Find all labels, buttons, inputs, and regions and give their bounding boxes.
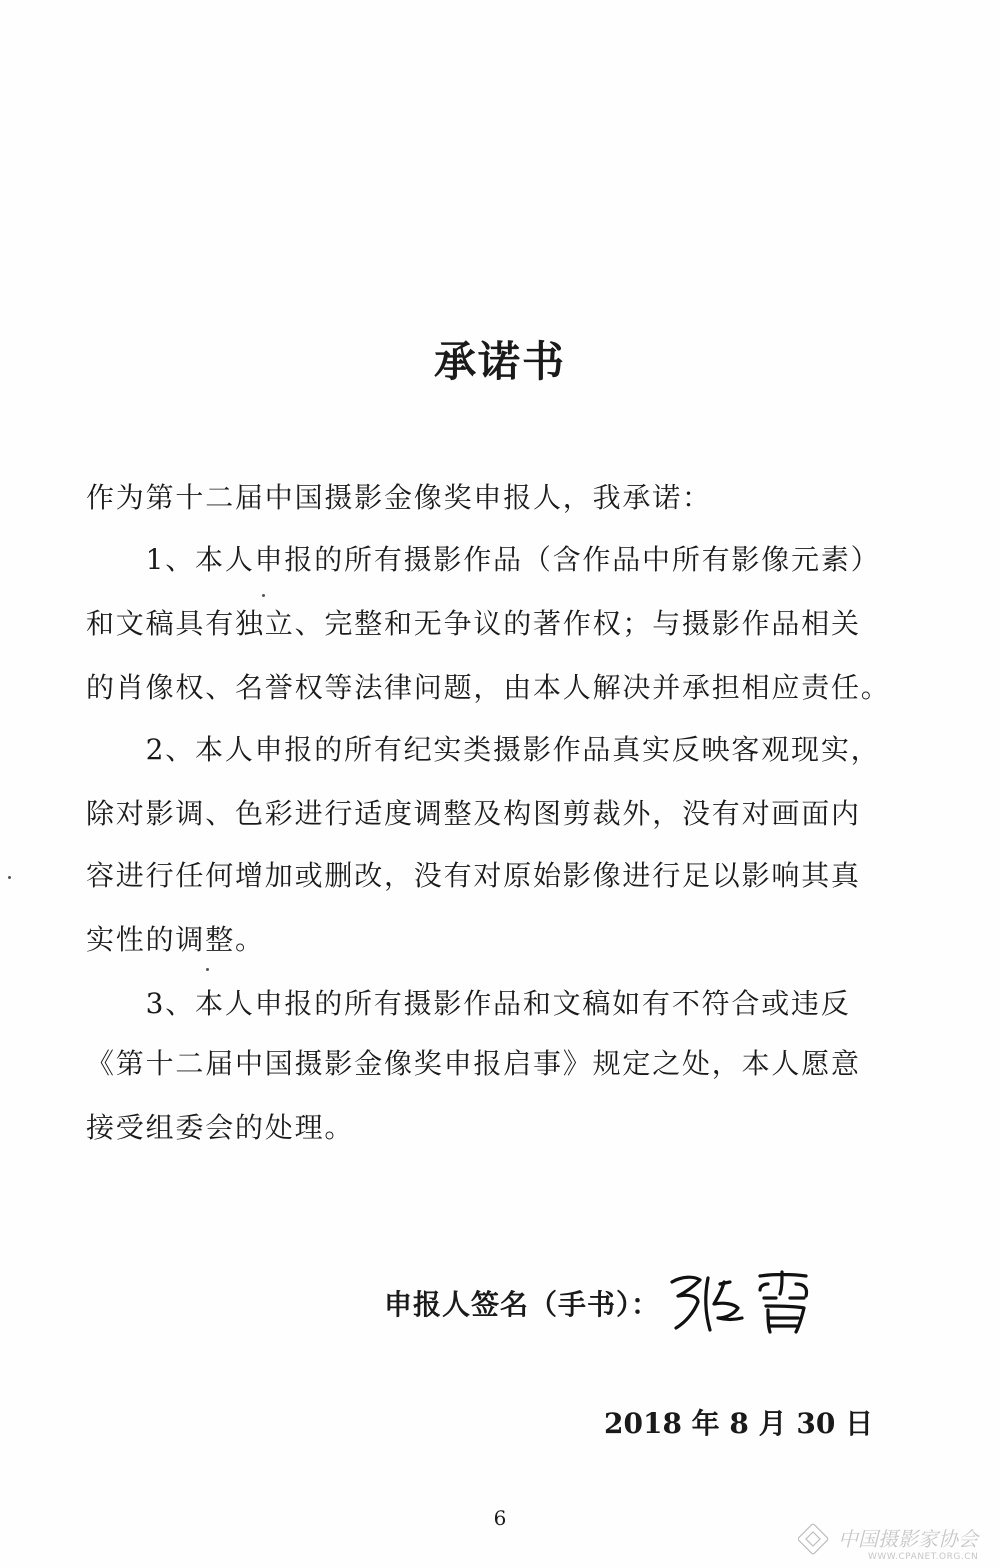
signature-row	[384, 1268, 824, 1338]
watermark-logo	[798, 1522, 998, 1562]
intro-line: 作为第十二届中国摄影金像奖申报人，我承诺：	[86, 481, 712, 514]
watermark-text: 中国摄影家协会	[838, 1527, 978, 1551]
clause-1-line-3: 的肖像权、名誉权等法律问题，由本人解决并承担相应责任。	[86, 671, 891, 704]
clause-1-line-2: 和文稿具有独立、完整和无争议的著作权；与摄影作品相关	[86, 607, 861, 640]
signature-label: 申报人签名（手书）：	[384, 1288, 661, 1321]
clause-1-line-1: 1、本人申报的所有摄影作品（含作品中所有影像元素）	[86, 543, 881, 576]
clause-2-line-1: 2、本人申报的所有纪实类摄影作品真实反映客观现实，	[86, 733, 881, 766]
clause-3-line-1: 3、本人申报的所有摄影作品和文稿如有不符合或违反	[86, 987, 851, 1020]
handwritten-signature	[664, 1268, 824, 1338]
watermark	[798, 1522, 998, 1562]
page-number: 6	[493, 1506, 507, 1530]
clause-2-line-4: 实性的调整。	[86, 923, 265, 956]
watermark-url: WWW.CPANET.ORG.CN	[868, 1552, 979, 1562]
scan-speck	[8, 876, 11, 879]
scan-speck	[206, 968, 209, 971]
clause-2-line-2: 除对影调、色彩进行适度调整及构图剪裁外，没有对画面内	[86, 797, 861, 830]
signature-date: 2018 年 8 月 30 日	[604, 1407, 874, 1440]
clause-3-line-3: 接受组委会的处理。	[86, 1111, 355, 1144]
document-title: 承诺书	[433, 337, 566, 386]
scan-speck	[262, 594, 265, 597]
clause-2-line-3: 容进行任何增加或删改，没有对原始影像进行足以影响其真	[86, 859, 861, 892]
clause-3-line-2: 《第十二届中国摄影金像奖申报启事》规定之处，本人愿意	[86, 1047, 861, 1080]
